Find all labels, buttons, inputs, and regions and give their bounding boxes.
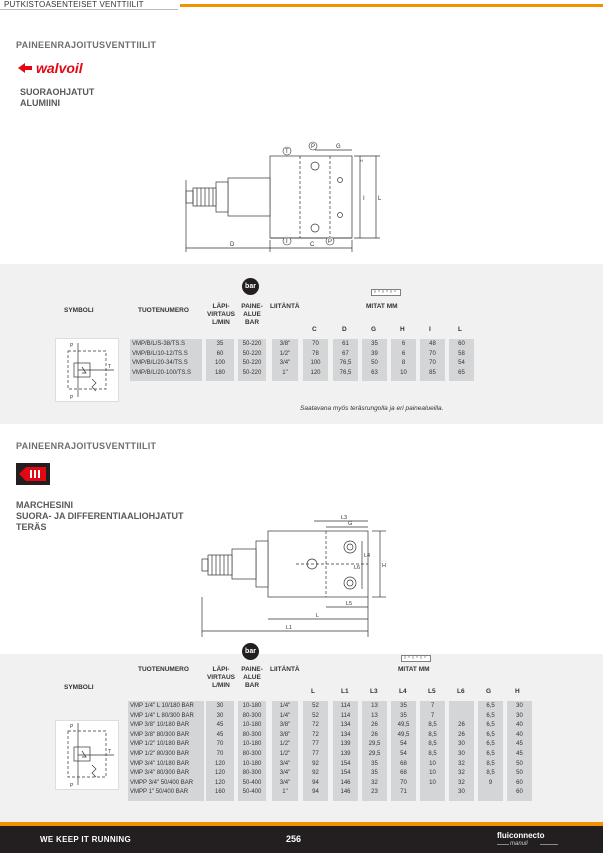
table-cell: 139 — [340, 751, 351, 757]
table-cell: 8,5 — [428, 741, 437, 748]
section2-subtitle — [16, 500, 184, 533]
ruler-icon — [371, 289, 401, 296]
svg-text:L3: L3 — [341, 515, 348, 521]
table-cell: 6 — [401, 350, 406, 357]
svg-text:L: L — [316, 613, 320, 619]
header-dim-i: I — [429, 326, 431, 333]
table-cell: 32 — [458, 760, 465, 767]
table-cell: 114 — [340, 712, 351, 719]
table-cell: 10-180 — [242, 741, 262, 748]
table-cell: 48 — [429, 341, 436, 347]
table-cell: 63 — [371, 369, 378, 376]
table-cell: 1/4" — [279, 703, 291, 709]
table-cell: 6,5 — [486, 741, 495, 748]
svg-text:P: P — [70, 783, 74, 789]
table-cell: VMP/B/L/20-34/TS.S — [132, 360, 188, 366]
table-cell: 120 — [214, 779, 225, 786]
header-dim-h: H — [400, 326, 405, 333]
bar-badge-icon: bar — [242, 278, 259, 295]
header-dim-d: D — [342, 326, 347, 333]
table-cell: 30 — [516, 712, 523, 719]
table-cell: 77 — [312, 751, 319, 757]
table-cell: 6,5 — [486, 703, 495, 709]
table-cell: 72 — [312, 722, 319, 729]
table-cell: 76,5 — [339, 369, 352, 376]
table-cell: 58 — [458, 350, 465, 357]
table-cell: 35 — [216, 341, 224, 347]
table-cell: 50-220 — [242, 350, 262, 357]
table-cell: 80-300 — [242, 731, 262, 738]
svg-text:P: P — [311, 144, 316, 150]
svg-text:P: P — [70, 343, 74, 349]
section1-note: Saatavana myös teräsrungolla ja eri painealueilla. — [300, 405, 444, 412]
section2-subtitle-line3: TERÄS — [16, 522, 47, 532]
svg-text:P: P — [70, 724, 74, 730]
table-cell: 45 — [516, 751, 523, 757]
table-cell: VMP/B/L/10-12/TS.S — [132, 350, 188, 357]
table-cell: 6,5 — [486, 731, 495, 738]
table-cell: VMP 3/4" 80/300 BAR — [130, 770, 190, 777]
header-dim-g: G — [371, 326, 377, 333]
header-dim-h: H — [515, 688, 520, 695]
svg-text:L: L — [378, 196, 382, 202]
table-cell: 67 — [342, 350, 349, 357]
table-cell: 50-220 — [242, 360, 262, 366]
table-cell: 10-180 — [242, 722, 262, 729]
valve-drawing-walvoil — [160, 140, 390, 255]
table-cell: 139 — [340, 741, 351, 748]
header-lapivirtaus: LÄPI- VIRTAUS L/MIN — [206, 303, 236, 326]
table-cell: 30 — [216, 703, 224, 709]
svg-text:G: G — [348, 521, 353, 527]
table-cell: 94 — [312, 789, 319, 796]
table-cell: 10 — [429, 779, 436, 786]
table-cell: 10 — [400, 369, 407, 376]
table-cell: 120 — [214, 760, 225, 767]
header-dim-l4: L4 — [399, 688, 407, 695]
table-cell: 1/4" — [279, 712, 291, 719]
header-liitanta: LIITÄNTÄ — [270, 666, 300, 673]
table-cell: 7 — [430, 712, 435, 719]
table-cell: 26 — [458, 731, 465, 738]
table-cell: 45 — [216, 722, 224, 729]
table-cell: 120 — [214, 770, 225, 777]
footer — [0, 822, 603, 853]
header-liitanta: LIITÄNTÄ — [270, 303, 300, 310]
symbol-diagram-walvoil — [55, 338, 119, 402]
table-cell: 3/8" — [279, 731, 291, 738]
table-cell: 1" — [282, 369, 288, 376]
table-cell: 35 — [371, 770, 378, 777]
table-cell: 49,5 — [397, 722, 410, 729]
table-cell: 54 — [400, 741, 407, 748]
table-cell: 3/4" — [279, 760, 291, 767]
table-cell: 80-300 — [242, 712, 262, 719]
table-cell: 26 — [458, 722, 465, 729]
table-cell: 68 — [400, 760, 407, 767]
table-cell: 26 — [371, 722, 378, 729]
svg-text:P: P — [70, 395, 74, 401]
table-cell: VMP/B/L/20-100/TS.S — [132, 369, 192, 376]
table-cell: 60 — [516, 789, 523, 796]
table-cell: 72 — [312, 731, 319, 738]
header-dim-l6: L6 — [457, 688, 465, 695]
table-cell: 80-300 — [242, 770, 262, 777]
table-cell: 154 — [340, 760, 351, 767]
table-cell: 3/4" — [279, 360, 291, 366]
table-cell: 52 — [312, 703, 319, 709]
table-cell: 70 — [312, 341, 319, 347]
svg-text:T: T — [108, 364, 112, 370]
svg-text:G: G — [336, 144, 341, 150]
section1-subtitle-line1: SUORAOHJATUT — [20, 87, 95, 97]
svg-text:T: T — [285, 239, 289, 245]
table-cell: 1/2" — [279, 741, 291, 748]
table-cell: 45 — [216, 731, 224, 738]
svg-text:I: I — [363, 196, 365, 202]
table-cell: 50 — [516, 760, 523, 767]
table-cell: VMP 3/4" 10/180 BAR — [130, 760, 190, 767]
table-cell: 77 — [312, 741, 319, 748]
table-cell: VMP 3/8" 80/300 BAR — [130, 731, 190, 738]
table-cell: 32 — [458, 770, 465, 777]
svg-text:H: H — [382, 563, 386, 569]
table-cell: 26 — [371, 731, 378, 738]
table-cell: 50 — [516, 770, 523, 777]
table-cell: 92 — [312, 770, 319, 777]
table-cell: 6,5 — [486, 751, 495, 757]
table-cell: 50-400 — [242, 779, 262, 786]
fluiconnecto-logo: fluiconnecto — [497, 831, 545, 840]
table-cell: 65 — [458, 369, 465, 376]
table-cell: 154 — [340, 770, 351, 777]
table-cell: 10 — [429, 770, 436, 777]
table-cell: 6,5 — [486, 722, 495, 729]
table-cell: 85 — [429, 369, 436, 376]
table-cell: 68 — [400, 770, 407, 777]
table-cell: 70 — [429, 360, 436, 366]
table-cell: 60 — [516, 779, 523, 786]
table-cell: 8 — [401, 360, 406, 366]
table-cell: 30 — [458, 751, 465, 757]
svg-text:L1: L1 — [286, 625, 293, 631]
table-cell: VMP 1/2" 10/180 BAR — [130, 741, 190, 748]
table-cell: VMP 1/4" L 80/300 BAR — [130, 712, 194, 719]
marchesini-logo — [16, 463, 50, 485]
table-cell: 54 — [400, 751, 407, 757]
header-mitat: MITAT MM — [366, 303, 398, 310]
table-cell: 30 — [216, 712, 224, 719]
header-dim-l: L — [311, 688, 315, 695]
table-cell: 80-300 — [242, 751, 262, 757]
table-cell: 180 — [214, 369, 225, 376]
table-cell: 39 — [371, 350, 378, 357]
valve-drawing-marchesini — [176, 507, 412, 647]
table-cell: VMP 1/2" 80/300 BAR — [130, 751, 190, 757]
svg-text:H: H — [360, 158, 363, 163]
header-symboli: SYMBOLI — [64, 684, 94, 691]
table-cell: VMPP 1" 50/400 BAR — [130, 789, 189, 796]
table-cell: 3/4" — [279, 770, 291, 777]
table-cell: 8,5 — [428, 731, 437, 738]
table-cell: 50-400 — [242, 789, 262, 796]
header-lapivirtaus: LÄPI- VIRTAUS L/MIN — [206, 666, 236, 689]
table-cell: 8,5 — [486, 770, 495, 777]
table-cell: 30 — [458, 789, 465, 796]
table-cell: 30 — [458, 741, 465, 748]
header-dim-l: L — [458, 326, 462, 333]
table-cell: 60 — [458, 341, 465, 347]
header-dim-l5: L5 — [428, 688, 436, 695]
footer-logo-rule-right — [540, 844, 558, 845]
table-cell: VMPP 3/4" 50/400 BAR — [130, 779, 194, 786]
section2-title: PAINEENRAJOITUSVENTTIILIT — [16, 441, 157, 451]
section2-subtitle-line1: MARCHESINI — [16, 500, 74, 510]
header-dim-c: C — [312, 326, 317, 333]
svg-text:T: T — [108, 749, 112, 755]
header-accent-bar — [180, 4, 603, 7]
ruler-icon — [401, 655, 431, 662]
footer-accent-stripe — [0, 822, 603, 826]
manuli-logo: manuli — [510, 841, 528, 847]
table-cell: 78 — [312, 350, 319, 357]
table-cell: 10 — [429, 760, 436, 767]
table-cell: 146 — [340, 789, 351, 796]
table-cell: 6,5 — [486, 712, 495, 719]
table-cell: 134 — [340, 722, 351, 729]
table-cell: 40 — [516, 722, 523, 729]
walvoil-logo-text: walvoil — [36, 60, 83, 76]
table-cell: 3/4" — [279, 779, 291, 786]
table-cell: 35 — [371, 341, 378, 347]
table-cell: 40 — [516, 731, 523, 738]
table-cell: 50 — [371, 360, 378, 366]
table-cell: 70 — [216, 741, 224, 748]
table-cell: 8,5 — [428, 722, 437, 729]
table-cell: 3/8" — [279, 341, 291, 347]
svg-text:L6: L6 — [354, 565, 361, 571]
table-cell: 52 — [312, 712, 319, 719]
page-number: 256 — [286, 834, 302, 844]
page-header-title: PUTKISTOASENTEISET VENTTIILIT — [4, 0, 144, 9]
header-rule — [0, 9, 178, 10]
header-dim-l3: L3 — [370, 688, 378, 695]
table-cell: 7 — [430, 703, 435, 709]
svg-text:P: P — [328, 239, 333, 245]
table-cell: 50-220 — [242, 341, 262, 347]
top-bar — [0, 0, 603, 12]
svg-text:L5: L5 — [346, 601, 353, 607]
table-cell: 6 — [401, 341, 406, 347]
table-cell: VMP 1/4" L 10/180 BAR — [130, 703, 194, 709]
svg-text:C: C — [310, 242, 315, 248]
table-cell: 13 — [371, 703, 378, 709]
table-cell: 70 — [429, 350, 436, 357]
svg-text:D: D — [230, 242, 235, 248]
table-cell: 8,5 — [486, 760, 495, 767]
header-painealue: PAINE- ALUE BAR — [241, 666, 263, 689]
svg-text:T: T — [285, 149, 289, 155]
header-tuotenumero: TUOTENUMERO — [138, 307, 189, 314]
table-cell: 71 — [400, 789, 407, 796]
table-cell: 49,5 — [397, 731, 410, 738]
table-cell: 160 — [214, 789, 225, 796]
table-cell: 32 — [371, 779, 378, 786]
table-cell: 70 — [216, 751, 224, 757]
table-cell: 76,5 — [339, 360, 352, 366]
bar-badge-icon: bar — [242, 643, 259, 660]
table-cell: 9 — [488, 779, 493, 786]
table-cell: 10-180 — [242, 703, 262, 709]
table-cell: 35 — [371, 760, 378, 767]
table-cell: 146 — [340, 779, 351, 786]
table-cell: VMP 3/8" 10/180 BAR — [130, 722, 190, 729]
table-cell: 3/8" — [279, 722, 291, 729]
table-cell: 13 — [371, 712, 378, 719]
header-mitat: MITAT MM — [398, 666, 430, 673]
svg-text:L4: L4 — [364, 553, 371, 559]
table-cell: 50-220 — [242, 369, 262, 376]
footer-logo-rule-left — [497, 844, 509, 845]
table-cell: 10-180 — [242, 760, 262, 767]
table-cell: 29,5 — [368, 741, 381, 748]
table-cell: 35 — [400, 703, 407, 709]
table-cell: 134 — [340, 731, 351, 738]
section1-subtitle-line2: ALUMIINI — [20, 98, 60, 108]
table-cell: 70 — [400, 779, 407, 786]
section2-subtitle-line2: SUORA- JA DIFFERENTIAALIOHJATUT — [16, 511, 184, 521]
table-cell: 54 — [458, 360, 465, 366]
section1-subtitle — [20, 87, 94, 109]
table-cell: 35 — [400, 712, 407, 719]
table-cell: 94 — [312, 779, 319, 786]
table-cell: 100 — [214, 360, 225, 366]
table-cell: 61 — [342, 341, 349, 347]
walvoil-logo — [16, 60, 132, 76]
table-cell: 29,5 — [368, 751, 381, 757]
header-dim-l1: L1 — [341, 688, 349, 695]
table-cell: 30 — [516, 703, 523, 709]
header-symboli: SYMBOLI — [64, 307, 94, 314]
table-cell: 1/2" — [279, 751, 291, 757]
table-cell: 32 — [458, 779, 465, 786]
table-cell: 60 — [216, 350, 224, 357]
header-dim-g: G — [486, 688, 492, 695]
footer-slogan: WE KEEP IT RUNNING — [40, 835, 132, 844]
table-cell: 23 — [371, 789, 378, 796]
table-cell: 114 — [340, 703, 351, 709]
table-cell: 1" — [282, 789, 288, 796]
header-painealue: PAINE- ALUE BAR — [241, 303, 263, 326]
table-cell: 100 — [310, 360, 321, 366]
table-cell: 120 — [310, 369, 321, 376]
table-cell: 45 — [516, 741, 523, 748]
header-tuotenumero: TUOTENUMERO — [138, 666, 189, 673]
table-cell: 8,5 — [428, 751, 437, 757]
symbol-diagram-marchesini — [55, 720, 119, 790]
table-cell: 1/2" — [279, 350, 291, 357]
table-cell: VMP/B/L/S-38/TS.S — [132, 341, 186, 347]
table-cell: 92 — [312, 760, 319, 767]
section1-title: PAINEENRAJOITUSVENTTIILIT — [16, 40, 157, 50]
